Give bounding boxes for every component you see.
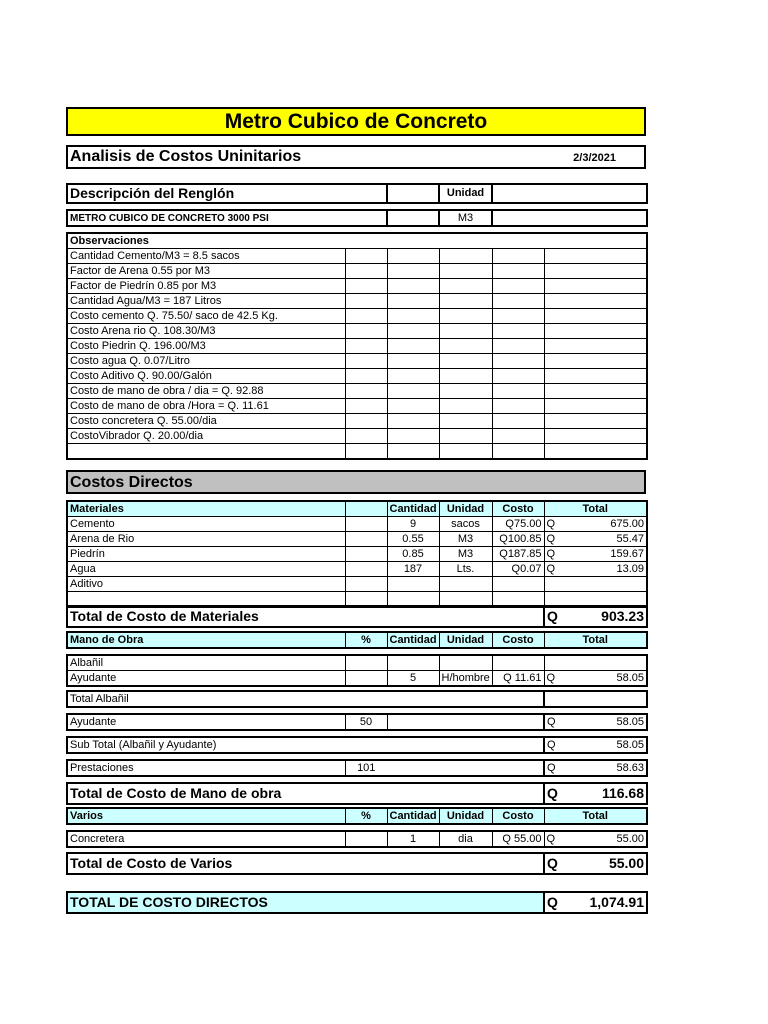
- varios-total: Q 55.00: [544, 831, 647, 847]
- mano-obra-name: Albañil: [67, 655, 345, 671]
- material-unidad: M3: [439, 547, 492, 562]
- observacion-item: Costo Aditivo Q. 90.00/Galón: [67, 369, 345, 384]
- col-cantidad: Cantidad: [387, 632, 439, 648]
- mano-obra-table: [66, 654, 648, 687]
- mano-obra-name: Ayudante: [67, 671, 345, 687]
- materiales-table: [66, 500, 648, 608]
- material-total: Q 55.47: [544, 532, 647, 547]
- prestaciones-label: Prestaciones: [67, 760, 345, 776]
- total-directos: [66, 891, 648, 914]
- material-total: Q 13.09: [544, 562, 647, 577]
- mano-obra-total: Q 58.05: [544, 671, 647, 687]
- col-total: Total: [544, 632, 647, 648]
- unidad-label: Unidad: [439, 184, 492, 203]
- observacion-item: Cantidad Cemento/M3 = 8.5 sacos: [67, 249, 345, 264]
- table-row: [67, 655, 647, 671]
- total-materiales-value: Q 903.23: [544, 606, 647, 627]
- observacion-item: Costo de mano de obra /Hora = Q. 11.61: [67, 399, 345, 414]
- date: 2/3/2021: [573, 152, 616, 164]
- col-cantidad: Cantidad: [387, 808, 439, 824]
- col-total: Total: [544, 501, 647, 517]
- materiales-col-name: Materiales: [67, 501, 345, 517]
- varios-header-table: [66, 807, 648, 825]
- subtotal-value: Q 58.05: [544, 737, 647, 753]
- total-albanil-table: [66, 690, 648, 708]
- mano-obra-col-name: Mano de Obra: [67, 632, 345, 648]
- material-costo: Q100.85: [492, 532, 544, 547]
- table-row: [67, 831, 647, 847]
- total-directos-value: Q 1,074.91: [544, 892, 647, 913]
- costos-directos-header: Costos Directos: [66, 470, 646, 494]
- observacion-item: Costo Arena rio Q. 108.30/M3: [67, 324, 345, 339]
- material-name: Piedrín: [67, 547, 345, 562]
- mano-obra-costo: Q 11.61: [492, 671, 544, 687]
- subtitle: Analisis de Costos Uninitarios: [70, 148, 302, 165]
- observacion-item: Costo de mano de obra / dia = Q. 92.88: [67, 384, 345, 399]
- subtotal-table: [66, 736, 648, 754]
- material-name: Arena de Rio: [67, 532, 345, 547]
- col-pct: %: [345, 632, 387, 648]
- total-directos-label: TOTAL DE COSTO DIRECTOS: [67, 892, 544, 913]
- renglon-unidad: M3: [439, 210, 492, 226]
- col-total: Total: [544, 808, 647, 824]
- table-row: [67, 562, 647, 577]
- table-row: [67, 671, 647, 687]
- material-unidad: Lts.: [439, 562, 492, 577]
- observacion-item: Costo cemento Q. 75.50/ saco de 42.5 Kg.: [67, 309, 345, 324]
- observacion-item: Factor de Piedrín 0.85 por M3: [67, 279, 345, 294]
- material-unidad: M3: [439, 532, 492, 547]
- mano-obra-cantidad: 5: [387, 671, 439, 687]
- varios-cantidad: 1: [387, 831, 439, 847]
- col-pct: %: [345, 808, 387, 824]
- total-varios-label: Total de Costo de Varios: [67, 853, 544, 874]
- material-cantidad: 9: [387, 517, 439, 532]
- material-name: Aditivo: [67, 577, 345, 592]
- table-row: [67, 532, 647, 547]
- observaciones-label: Observaciones: [67, 233, 647, 249]
- observaciones-table: [66, 232, 648, 460]
- prestaciones-table: [66, 759, 648, 777]
- col-unidad: Unidad: [439, 501, 492, 517]
- varios-costo: Q 55.00: [492, 831, 544, 847]
- material-cantidad: 187: [387, 562, 439, 577]
- varios-unidad: dia: [439, 831, 492, 847]
- col-cantidad: Cantidad: [387, 501, 439, 517]
- subtotal-label: Sub Total (Albañil y Ayudante): [67, 737, 544, 753]
- material-costo: Q187.85: [492, 547, 544, 562]
- prestaciones-value: Q 58.63: [544, 760, 647, 776]
- table-row: [67, 517, 647, 532]
- material-cantidad: 0.55: [387, 532, 439, 547]
- materiales-header-row: [67, 501, 647, 517]
- observacion-item: Factor de Arena 0.55 por M3: [67, 264, 345, 279]
- col-unidad: Unidad: [439, 632, 492, 648]
- material-total: Q 159.67: [544, 547, 647, 562]
- total-materiales: [66, 605, 648, 628]
- total-mano-obra: [66, 782, 648, 805]
- varios-name: Concretera: [67, 831, 345, 847]
- observacion-item: Costo concretera Q. 55.00/dia: [67, 414, 345, 429]
- material-name: Agua: [67, 562, 345, 577]
- ayudante-label: Ayudante: [67, 714, 345, 730]
- observacion-item: Costo agua Q. 0.07/Litro: [67, 354, 345, 369]
- observacion-item: Costo Piedrin Q. 196.00/M3: [67, 339, 345, 354]
- mano-obra-header-table: [66, 631, 648, 649]
- material-total: Q 675.00: [544, 517, 647, 532]
- ayudante-total: Q 58.05: [544, 714, 647, 730]
- total-albanil-label: Total Albañil: [67, 691, 544, 707]
- varios-table: [66, 830, 648, 848]
- varios-col-name: Varios: [67, 808, 345, 824]
- page-title: Metro Cubico de Concreto: [66, 107, 646, 136]
- prestaciones-pct: 101: [345, 760, 387, 776]
- col-costo: Costo: [492, 632, 544, 648]
- subtitle-bar: [66, 145, 646, 169]
- material-costo: Q0.07: [492, 562, 544, 577]
- ayudante-pct: 50: [345, 714, 387, 730]
- total-varios-value: Q 55.00: [544, 853, 647, 874]
- descripcion-table: [66, 183, 648, 204]
- total-mano-obra-label: Total de Costo de Mano de obra: [67, 783, 544, 804]
- material-cantidad: 0.85: [387, 547, 439, 562]
- table-row: [67, 577, 647, 592]
- total-varios: [66, 852, 648, 875]
- material-unidad: sacos: [439, 517, 492, 532]
- col-unidad: Unidad: [439, 808, 492, 824]
- col-costo: Costo: [492, 808, 544, 824]
- material-costo: Q75.00: [492, 517, 544, 532]
- total-materiales-label: Total de Costo de Materiales: [67, 606, 544, 627]
- observacion-item: Cantidad Agua/M3 = 187 Litros: [67, 294, 345, 309]
- col-costo: Costo: [492, 501, 544, 517]
- descripcion-label: Descripción del Renglón: [67, 184, 387, 203]
- mano-obra-unidad: H/hombre: [439, 671, 492, 687]
- table-row: [67, 547, 647, 562]
- total-mano-obra-value: Q 116.68: [544, 783, 647, 804]
- ayudante-table: [66, 713, 648, 731]
- renglon-name: METRO CUBICO DE CONCRETO 3000 PSI: [67, 210, 387, 226]
- renglon-table: [66, 209, 648, 227]
- observacion-item: CostoVibrador Q. 20.00/dia: [67, 429, 345, 444]
- material-name: Cemento: [67, 517, 345, 532]
